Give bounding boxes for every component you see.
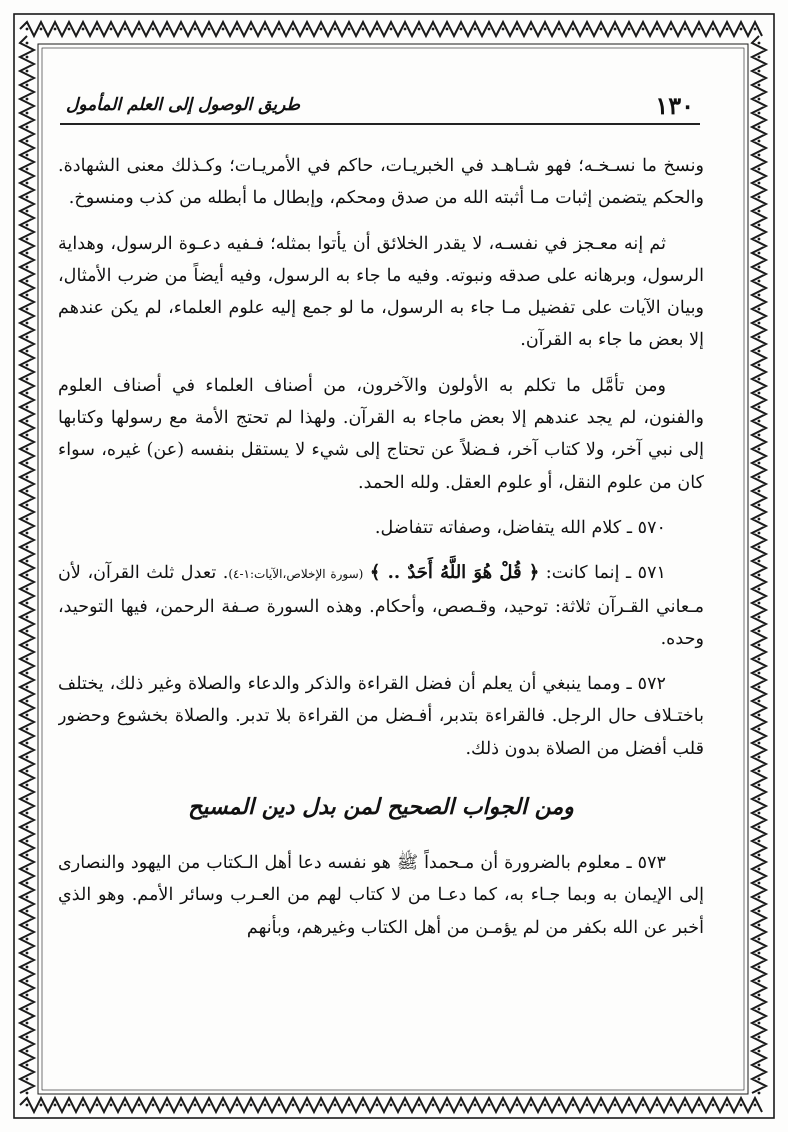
border-dot (758, 434, 761, 437)
border-dot (758, 1050, 761, 1053)
border-dot (530, 28, 533, 31)
border-dot (758, 378, 761, 381)
border-dot (26, 966, 29, 969)
paragraph-3: ومن تأمَّل ما تكلم به الأولون والآخرون، من أصناف العلماء في أصناف العلوم والفنون، لم يجد عندهم إلا بعض ماجاء به القرآن. ولهذا لم تحتج الأمة مع رسولها وكتابها إلى نبي آخر، ولا كتاب آخر، فـضلاً عن تحتاج إلى شيء لا يستقل بنفسه (عن) غيره، سواء كان من علوم النقل، أو علوم العقل. ولله الحمد. (58, 375, 704, 493)
border-dot (250, 1104, 253, 1107)
border-dot (334, 28, 337, 31)
border-dot (26, 238, 29, 241)
page-header (60, 93, 700, 125)
border-dot (320, 1104, 323, 1107)
border-dot (390, 28, 393, 31)
border-dot (758, 658, 761, 661)
border-dot (698, 28, 701, 31)
border-dot (758, 588, 761, 591)
border-dot (758, 700, 761, 703)
border-dot (40, 28, 43, 31)
border-dot (26, 140, 29, 143)
border-dot (758, 336, 761, 339)
border-dot (502, 28, 505, 31)
border-zigzag (752, 36, 766, 1093)
border-dot (26, 294, 29, 297)
border-dot (54, 28, 57, 31)
border-dot (758, 686, 761, 689)
border-dot (758, 616, 761, 619)
border-dot (446, 28, 449, 31)
border-dot (26, 686, 29, 689)
border-dot (26, 602, 29, 605)
border-dot (758, 1064, 761, 1067)
border-dot (758, 322, 761, 325)
border-dot (26, 322, 29, 325)
border-dot (26, 490, 29, 493)
border-dot (758, 826, 761, 829)
border-dot (26, 1050, 29, 1053)
border-dot (758, 154, 761, 157)
paragraph-1: ونسخ ما نسـخـه؛ فهو شـاهـد في الخبريـات، حاكم في الأمريـات؛ وكـذلك معنى الشهادة. والحكم يتضمن إثبات مـا أثبته الله من صدق ومحكم، وإبطال ما أبطله من كذب ومنسوخ. (58, 156, 704, 209)
border-dot (208, 28, 211, 31)
border-dot (194, 28, 197, 31)
border-dot (292, 28, 295, 31)
border-dot (432, 1104, 435, 1107)
border-dot (758, 518, 761, 521)
border-dot (502, 1104, 505, 1107)
paragraph-2: ثم إنه معـجز في نفسـه، لا يقدر الخلائق أن يأتوا بمثله؛ فـفيه دعـوة الرسول، وهداية الرسول، وبرهانه على صدقه ونبوته. وفيه ما جاء به الرسول، وفيه أيضاً من ضرب الأمثال، وبيان الآيات على تفضيل مـا جاء به الرسول، ما لو جمع إليه علوم العلماء، لم يكن عندهم إلا بعض ما جاء به القرآن. (58, 233, 704, 351)
border-dot (26, 560, 29, 563)
border-dot (26, 252, 29, 255)
border-dot (96, 1104, 99, 1107)
border-dot (758, 798, 761, 801)
border-dot (758, 952, 761, 955)
border-dot (124, 1104, 127, 1107)
border-dot (26, 154, 29, 157)
border-dot (418, 28, 421, 31)
border-dot (26, 336, 29, 339)
border-dot (758, 392, 761, 395)
border-dot (758, 812, 761, 815)
border-dot (26, 84, 29, 87)
border-dot (26, 42, 29, 45)
border-dot (180, 1104, 183, 1107)
border-dot (26, 1078, 29, 1081)
border-dot (306, 1104, 309, 1107)
border-dot (758, 574, 761, 577)
border-dot (758, 1008, 761, 1011)
border-dot (758, 448, 761, 451)
border-dot (26, 210, 29, 213)
border-dot (628, 1104, 631, 1107)
border-dot (712, 28, 715, 31)
border-dot (26, 798, 29, 801)
border-dot (264, 28, 267, 31)
border-dot (758, 770, 761, 773)
running-title: طريق الوصول إلى العلم المأمول (66, 95, 301, 115)
border-dot (166, 28, 169, 31)
border-dot (26, 1104, 29, 1107)
border-dot (488, 1104, 491, 1107)
border-dot (82, 1104, 85, 1107)
border-dot (26, 630, 29, 633)
border-dot (54, 1104, 57, 1107)
border-dot (26, 868, 29, 871)
border-dot (26, 854, 29, 857)
border-dot (544, 28, 547, 31)
border-dot (684, 28, 687, 31)
border-dot (670, 28, 673, 31)
border-dot (758, 672, 761, 675)
border-dot (460, 28, 463, 31)
border-dot (26, 168, 29, 171)
border-dot (26, 980, 29, 983)
border-dot (26, 126, 29, 129)
border-dot (26, 182, 29, 185)
border-dot (26, 28, 29, 31)
border-dot (558, 1104, 561, 1107)
border-dot (572, 1104, 575, 1107)
border-dot (758, 994, 761, 997)
border-dot (26, 938, 29, 941)
paragraph-573: ٥٧٣ ـ معلوم بالضرورة أن مـحمداً ﷺ هو نفسه دعا أهل الـكتاب من اليهود والنصارى إلى الإيمان به وبما جـاء به، كما دعـا من لا كتاب لهم من العـرب وسائر الأمم. وهو الذي أخبر عن الله بكفر من لم يؤمـن من أهل الكتاب وغيرهم، وبأنهم (58, 853, 704, 938)
border-dot (758, 854, 761, 857)
border-dot (138, 1104, 141, 1107)
border-dot (26, 714, 29, 717)
border-dot (26, 56, 29, 59)
border-dot (334, 1104, 337, 1107)
border-dot (758, 140, 761, 143)
border-dot (758, 252, 761, 255)
border-dot (26, 350, 29, 353)
border-dot (572, 28, 575, 31)
border-dot (26, 406, 29, 409)
border-dot (758, 182, 761, 185)
border-dot (320, 28, 323, 31)
border-dot (758, 462, 761, 465)
border-dot (758, 224, 761, 227)
border-dot (40, 1104, 43, 1107)
border-dot (600, 1104, 603, 1107)
border-dot (110, 1104, 113, 1107)
border-dot (614, 1104, 617, 1107)
border-dot (758, 714, 761, 717)
border-dot (26, 448, 29, 451)
border-dot (152, 28, 155, 31)
section-title: ومن الجواب الصحيح لمن بدل دين المسيح (188, 794, 574, 821)
border-dot (180, 28, 183, 31)
border-dot (26, 1064, 29, 1067)
border-dot (758, 350, 761, 353)
border-dot (656, 1104, 659, 1107)
border-dot (758, 1078, 761, 1081)
border-dot (758, 868, 761, 871)
border-dot (754, 1104, 757, 1107)
border-dot (26, 392, 29, 395)
border-dot (758, 168, 761, 171)
border-dot (758, 126, 761, 129)
border-dot (236, 1104, 239, 1107)
border-dot (684, 1104, 687, 1107)
border-dot (362, 28, 365, 31)
border-dot (758, 644, 761, 647)
border-dot (404, 28, 407, 31)
border-dot (152, 1104, 155, 1107)
border-dot (26, 896, 29, 899)
border-dot (26, 910, 29, 913)
border-dot (712, 1104, 715, 1107)
border-dot (754, 28, 757, 31)
border-dot (26, 574, 29, 577)
border-dot (758, 742, 761, 745)
border-dot (26, 504, 29, 507)
border-dot (698, 1104, 701, 1107)
border-zigzag (20, 36, 34, 1093)
border-dot (758, 938, 761, 941)
border-dot (628, 28, 631, 31)
border-dot (758, 196, 761, 199)
border-dot (558, 28, 561, 31)
border-dot (26, 784, 29, 787)
border-dot (758, 840, 761, 843)
border-dot (758, 84, 761, 87)
border-dot (166, 1104, 169, 1107)
border-dot (758, 238, 761, 241)
ayah-reference: (سورة الإخلاص،الآيات:١-٤) (228, 567, 364, 582)
border-dot (348, 28, 351, 31)
border-dot (758, 784, 761, 787)
page-body (58, 150, 704, 1090)
border-dot (278, 1104, 281, 1107)
border-dot (758, 1036, 761, 1039)
border-dot (758, 70, 761, 73)
border-dot (758, 490, 761, 493)
border-dot (614, 28, 617, 31)
border-dot (222, 28, 225, 31)
border-dot (758, 406, 761, 409)
border-dot (68, 1104, 71, 1107)
border-dot (26, 1036, 29, 1039)
border-dot (26, 308, 29, 311)
border-dot (446, 1104, 449, 1107)
border-dot (460, 1104, 463, 1107)
border-dot (758, 966, 761, 969)
border-dot (26, 1022, 29, 1025)
border-dot (26, 112, 29, 115)
border-dot (26, 672, 29, 675)
border-dot (758, 980, 761, 983)
border-dot (26, 826, 29, 829)
border-dot (26, 224, 29, 227)
border-dot (642, 28, 645, 31)
border-dot (194, 1104, 197, 1107)
border-dot (26, 924, 29, 927)
border-dot (26, 742, 29, 745)
border-dot (96, 28, 99, 31)
border-dot (26, 994, 29, 997)
border-dot (26, 532, 29, 535)
border-dot (26, 1092, 29, 1095)
border-dot (390, 1104, 393, 1107)
border-dot (758, 910, 761, 913)
border-dot (758, 546, 761, 549)
border-dot (138, 28, 141, 31)
border-dot (758, 602, 761, 605)
border-dot (758, 756, 761, 759)
border-dot (758, 1092, 761, 1095)
border-dot (26, 364, 29, 367)
border-dot (758, 882, 761, 885)
border-dot (740, 1104, 743, 1107)
border-dot (656, 28, 659, 31)
border-dot (758, 896, 761, 899)
border-dot (758, 532, 761, 535)
border-dot (726, 1104, 729, 1107)
border-dot (758, 98, 761, 101)
border-dot (376, 28, 379, 31)
border-dot (26, 518, 29, 521)
border-dot (26, 476, 29, 479)
paragraph-571-rest: . تعدل ثلث القرآن، لأن مـعاني القـرآن ثلاثة: توحيد، وقـصص، وأحكام. وهذه السورة صـفة الرحمن، فيها التوحيد، وحده. (58, 563, 704, 649)
border-dot (236, 28, 239, 31)
border-dot (586, 28, 589, 31)
border-dot (758, 266, 761, 269)
border-dot (68, 28, 71, 31)
paragraph-572: ٥٧٢ ـ ومما ينبغي أن يعلم أن فضل القراءة والذكر والدعاء والصلاة وغير ذلك، يختلف باختـلاف حال الرجل. فالقراءة بتدبر، أفـضل من القراءة بلا تدبر. والصلاة بخشوع وحضور قلب أفضل من الصلاة بدون ذلك. (58, 674, 704, 759)
border-dot (26, 756, 29, 759)
border-dot (432, 28, 435, 31)
border-dot (264, 1104, 267, 1107)
border-dot (26, 812, 29, 815)
border-dot (758, 42, 761, 45)
border-dot (306, 28, 309, 31)
border-dot (26, 546, 29, 549)
border-dot (642, 1104, 645, 1107)
border-dot (418, 1104, 421, 1107)
page-number: ١٣٠ (655, 91, 694, 120)
border-dot (758, 364, 761, 367)
border-dot (404, 1104, 407, 1107)
border-dot (516, 1104, 519, 1107)
border-dot (740, 28, 743, 31)
border-dot (544, 1104, 547, 1107)
paragraph-570: ٥٧٠ ـ كلام الله يتفاضل، وصفاته تتفاضل. (374, 517, 666, 538)
border-dot (26, 378, 29, 381)
border-dot (110, 28, 113, 31)
border-dot (208, 1104, 211, 1107)
border-dot (26, 658, 29, 661)
border-dot (488, 28, 491, 31)
border-dot (758, 504, 761, 507)
paragraph-571-prefix: ٥٧١ ـ إنما كانت: (539, 563, 666, 584)
border-dot (278, 28, 281, 31)
border-dot (26, 98, 29, 101)
border-dot (530, 1104, 533, 1107)
border-dot (26, 952, 29, 955)
border-dot (26, 882, 29, 885)
border-dot (600, 28, 603, 31)
border-dot (758, 630, 761, 633)
border-dot (758, 294, 761, 297)
border-dot (26, 434, 29, 437)
border-dot (26, 728, 29, 731)
border-dot (26, 420, 29, 423)
border-dot (362, 1104, 365, 1107)
border-dot (758, 56, 761, 59)
border-dot (516, 28, 519, 31)
border-dot (26, 280, 29, 283)
border-dot (26, 1008, 29, 1011)
border-dot (26, 644, 29, 647)
border-dot (726, 28, 729, 31)
border-dot (26, 840, 29, 843)
border-dot (758, 476, 761, 479)
border-dot (250, 28, 253, 31)
border-dot (26, 196, 29, 199)
border-dot (758, 308, 761, 311)
quran-ayah: ﴿ قُلْ هُوَ اللَّهُ أَحَدٌ .. ﴾ (369, 562, 540, 584)
border-dot (758, 210, 761, 213)
border-dot (758, 728, 761, 731)
border-dot (758, 560, 761, 563)
border-dot (348, 1104, 351, 1107)
border-dot (670, 1104, 673, 1107)
border-dot (376, 1104, 379, 1107)
border-dot (758, 1022, 761, 1025)
border-dot (26, 266, 29, 269)
border-dot (82, 28, 85, 31)
border-dot (222, 1104, 225, 1107)
border-dot (292, 1104, 295, 1107)
border-dot (474, 28, 477, 31)
border-dot (26, 462, 29, 465)
border-dot (26, 616, 29, 619)
border-dot (26, 700, 29, 703)
border-dot (26, 588, 29, 591)
border-dot (758, 924, 761, 927)
border-dot (474, 1104, 477, 1107)
border-dot (758, 112, 761, 115)
border-dot (26, 70, 29, 73)
paragraph-571 (58, 557, 704, 655)
border-dot (124, 28, 127, 31)
border-dot (586, 1104, 589, 1107)
border-dot (758, 280, 761, 283)
border-dot (758, 420, 761, 423)
border-dot (26, 770, 29, 773)
